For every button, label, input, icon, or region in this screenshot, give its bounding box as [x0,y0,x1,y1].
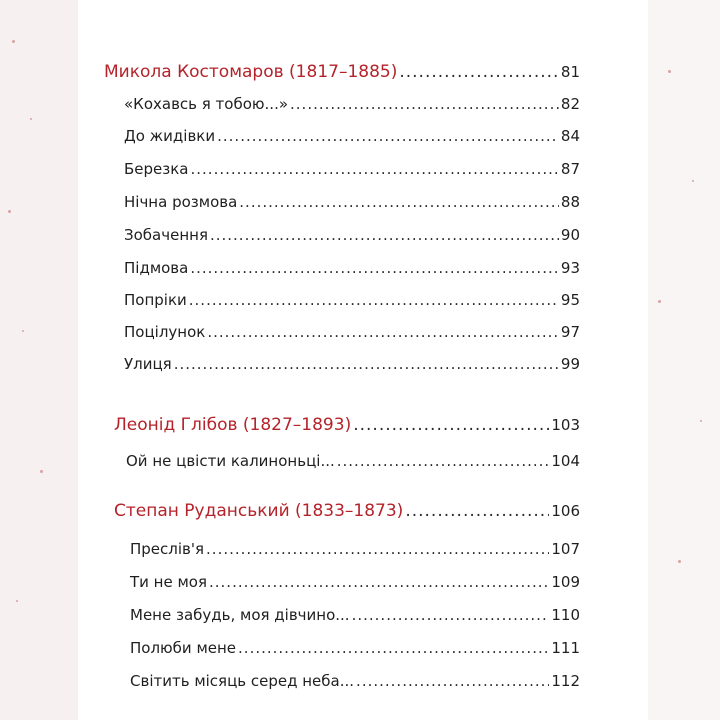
dot-leader [207,323,559,341]
poem-title: Ти не моя [130,573,207,591]
toc-poem-entry[interactable] [124,226,580,244]
dot-leader [206,540,549,558]
toc-poem-entry[interactable] [130,639,580,657]
toc-poem-entry[interactable] [124,291,580,309]
toc-poem-entry[interactable] [124,160,580,178]
poem-title: Ой не цвісти калиноньці... [126,452,335,470]
page-number: 90 [560,226,580,244]
toc-author-entry[interactable] [104,62,580,82]
dot-leader [353,415,549,435]
dot-leader [399,62,559,82]
dot-leader [209,573,549,591]
poem-title: Березка [124,160,189,178]
poem-title: Нічна розмова [124,193,238,211]
poem-title: Мене забудь, моя дівчино... [130,606,350,624]
toc-poem-entry[interactable] [124,323,580,341]
toc-author-entry[interactable] [114,415,580,435]
page-number: 109 [551,573,580,591]
poem-title: До жидівки [124,127,216,145]
toc-poem-entry[interactable] [126,452,580,470]
poem-title: Полюби мене [130,639,237,657]
dot-leader [190,259,559,277]
author-name: Леонід Глібов (1827–1893) [114,415,352,435]
author-name: Степан Руданський (1833–1873) [114,501,404,521]
poem-title: Поцілунок [124,323,206,341]
page-number: 103 [551,416,580,434]
right-margin [648,0,720,720]
toc-poem-entry[interactable] [130,540,580,558]
dot-leader [405,501,549,521]
dot-leader [239,193,559,211]
page-number: 82 [560,95,580,113]
poem-title: Преслів'я [130,540,205,558]
page-number: 93 [560,259,580,277]
page-number: 81 [560,63,580,81]
poem-title: Попріки [124,291,187,309]
page-number: 107 [551,540,580,558]
poem-title: Світить місяць серед неба... [130,672,355,690]
page-number: 106 [551,502,580,520]
page-number: 88 [560,193,580,211]
page-number: 84 [560,127,580,145]
toc-poem-entry[interactable] [130,672,580,690]
page-number: 97 [560,323,580,341]
dot-leader [356,672,549,690]
author-name: Микола Костомаров (1817–1885) [104,62,398,82]
dot-leader [210,226,559,244]
left-margin [0,0,78,720]
poem-title: Улиця [124,355,172,373]
dot-leader [337,452,550,470]
toc-poem-entry[interactable] [124,127,580,145]
toc-author-entry[interactable] [114,501,580,521]
page-number: 87 [560,160,580,178]
page-number: 99 [560,355,580,373]
toc-poem-entry[interactable] [124,355,580,373]
dot-leader [217,127,559,145]
toc-poem-entry[interactable] [130,606,580,624]
page-number: 110 [551,606,580,624]
poem-title: Підмова [124,259,189,277]
dot-leader [290,95,559,113]
poem-title: «Кохавсь я тобою...» [124,95,289,113]
page-number: 112 [551,672,580,690]
page-number: 104 [551,452,580,470]
poem-title: Зобачення [124,226,208,244]
toc-poem-entry[interactable] [124,95,580,113]
dot-leader [238,639,549,657]
dot-leader [189,291,559,309]
dot-leader [191,160,559,178]
dot-leader [174,355,559,373]
dot-leader [352,606,550,624]
toc-poem-entry[interactable] [124,193,580,211]
toc-poem-entry[interactable] [130,573,580,591]
toc-poem-entry[interactable] [124,259,580,277]
page-number: 95 [560,291,580,309]
page-number: 111 [551,639,580,657]
